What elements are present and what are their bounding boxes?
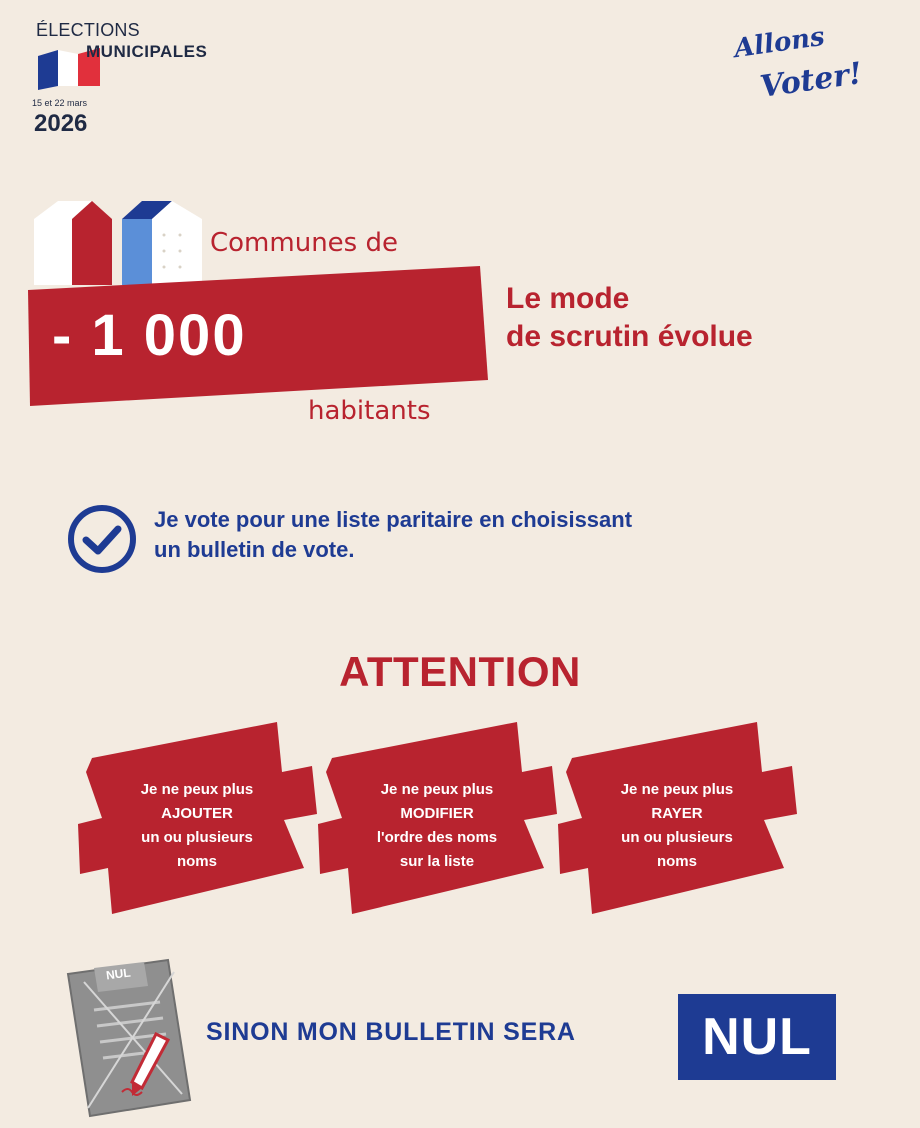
mode-heading xyxy=(506,280,753,356)
elections-label: ÉLECTIONS xyxy=(36,20,140,40)
communes-suffix: habitants xyxy=(308,396,431,426)
rule-verb: MODIFIER xyxy=(400,805,474,822)
rule-verb: AJOUTER xyxy=(161,805,233,822)
mode-line1: Le mode xyxy=(506,282,630,315)
rule-line: noms xyxy=(656,853,697,870)
election-dates: 15 et 22 mars xyxy=(32,98,88,108)
rule-text xyxy=(312,778,562,874)
municipales-label: MUNICIPALES xyxy=(86,42,208,61)
nul-badge xyxy=(678,994,836,1080)
population-threshold: - 1 000 xyxy=(52,303,247,368)
nul-text: NUL xyxy=(702,1008,812,1066)
vote-statement xyxy=(154,505,632,565)
rule-card-add xyxy=(72,718,322,918)
rule-line: sur la liste xyxy=(399,853,475,870)
rule-line: Je ne peux plus xyxy=(140,781,254,798)
slogan-line1: Allons xyxy=(732,21,827,65)
pen-icon xyxy=(120,1030,180,1100)
check-circle-icon xyxy=(66,503,138,575)
communes-prefix: Communes de xyxy=(210,228,398,258)
slogan-line2: Voter! xyxy=(757,56,865,105)
attention-heading: ATTENTION xyxy=(339,648,581,695)
rule-line: noms xyxy=(176,853,217,870)
ballot-paper-icon xyxy=(64,958,194,1118)
rule-card-modify xyxy=(312,718,562,918)
rule-text xyxy=(552,778,802,874)
mode-line2: de scrutin évolue xyxy=(506,320,753,353)
null-warning: SINON MON BULLETIN SERA xyxy=(206,1018,576,1046)
allons-voter-logo xyxy=(730,21,870,124)
rule-line: un ou plusieurs xyxy=(621,829,733,846)
rule-line: Je ne peux plus xyxy=(620,781,734,798)
rule-verb: RAYER xyxy=(651,805,703,822)
rule-line: Je ne peux plus xyxy=(380,781,494,798)
vote-line1: Je vote pour une liste paritaire en choisissant xyxy=(154,507,633,532)
rule-line: un ou plusieurs xyxy=(141,829,253,846)
rule-card-strike xyxy=(552,718,802,918)
vote-line2: un bulletin de vote. xyxy=(154,537,355,562)
rule-text xyxy=(72,778,322,874)
ballot-label: NUL xyxy=(105,965,132,983)
election-year: 2026 xyxy=(34,110,88,137)
rule-line: l'ordre des noms xyxy=(376,829,498,846)
